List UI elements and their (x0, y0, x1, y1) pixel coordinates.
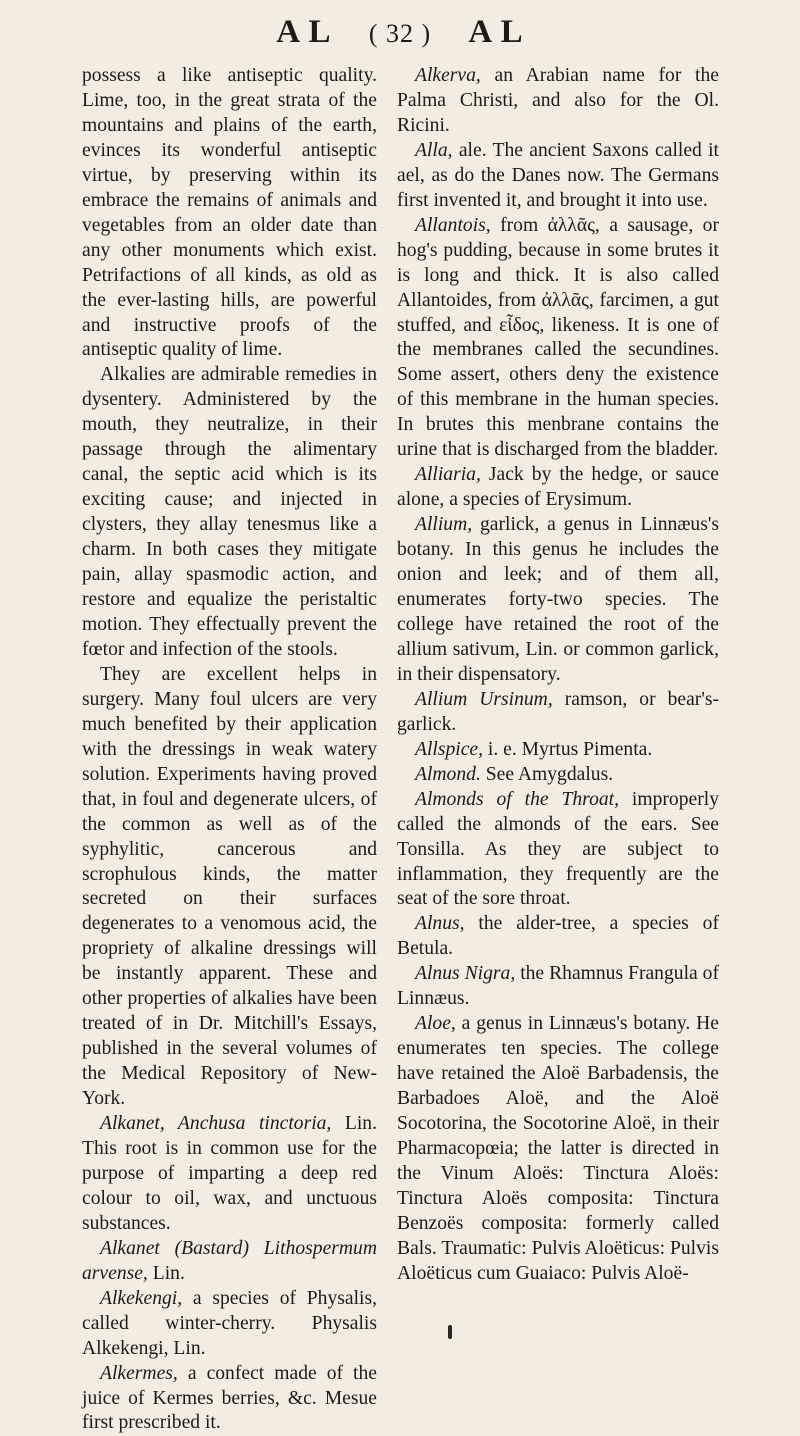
entry-term: Aloe, (415, 1013, 456, 1035)
entry-term: Alkermes, (100, 1362, 178, 1384)
entry-definition: Jack by the hedge, or sauce alone, a species of Erysimum. (397, 464, 719, 511)
dictionary-entry (82, 1112, 377, 1237)
entry-definition: i. e. Myrtus Pimenta. (483, 738, 653, 760)
entry-term: Allantois, (415, 214, 491, 236)
entry-definition: an Arabian name for the Palma Christi, and also for the Ol. Ricini. (397, 65, 719, 136)
left-column (82, 64, 377, 1436)
entry-term: Almonds of the Throat, (415, 788, 620, 810)
dictionary-entry (397, 513, 719, 688)
page-number: ( 32 ) (368, 19, 432, 48)
dictionary-entry (82, 1362, 377, 1436)
entry-definition: a genus in Linnæus's botany. He enumerates ten species. The college have retained the Aloë Barbadensis, the Barbadoes Aloë, and the Aloë Socotorina, the Socotorine Aloë, in their Pharmacopœia; the latter is directed in the Vinum Aloës: Tinctura Aloës: Tinctura Aloës composita: Tinctura Benzoës composita: formerly called Bals. Traumatic: Pulvis Aloëticus: Pulvis Aloëticus cum Guaiaco: Pulvis Aloë- (397, 1013, 719, 1284)
entry-definition: See Amygdalus. (480, 763, 614, 785)
entry-term: Allium Ursinum, (415, 688, 553, 710)
entry-definition: improperly called the almonds of the ears. See Tonsilla. As they are subject to inflammation, they frequently are the seat of the sore throat. (397, 788, 719, 910)
entry-definition: ramson, or bear's-garlick. (397, 688, 719, 735)
dictionary-entry (397, 738, 719, 763)
entry-term: Alliaria, (415, 464, 481, 486)
entry-definition: from ἀλλᾶς, a sausage, or hog's pudding, because in some brutes it is long and thick. It is also called Allantoides, from ἀλλᾶς, farcimen, a gut stuffed, and εἶδος, likeness. It is one of the membranes called the secundines. Some assert, others deny the existence of this membrane in the human species. In brutes this menbrane contains the urine that is discharged from the bladder. (397, 214, 719, 461)
entry-term: Allium, (415, 514, 473, 536)
dictionary-entry (397, 214, 719, 464)
right-column (397, 64, 719, 1287)
entry-definition: Lin. This root is in common use for the purpose of imparting a deep red colour to oil, wax, and unctuous substances. (82, 1113, 377, 1234)
entry-definition: ale. The ancient Saxons called it ael, as do the Danes now. The Germans first invented it, and brought it into use. (397, 139, 719, 211)
entry-term: Alkanet, Anchusa tinctoria, (100, 1113, 332, 1135)
dictionary-entry (397, 1012, 719, 1286)
dictionary-entry (397, 912, 719, 962)
paragraph: They are excellent helps in surgery. Many foul ulcers are very much benefited by their application with the dressings in weak watery solution. Experiments having proved that, in foul and degenerate ulcers, of the common as well as of the syphylitic, cancerous and scrophulous kinds, the matter secreted on their surfaces degenerates to a venomous acid, the propriety of alkaline dressings will be instantly apparent. These and other properties of alkalies have been treated of in Dr. Mitchill's Essays, published in the several volumes of the Medical Repository of New-York. (82, 663, 377, 1110)
paragraph: Alkalies are admirable remedies in dysentery. Administered by the mouth, they neutralize, in their passage through the alimentary canal, the septic acid which is its exciting cause; and injected in clysters, they allay tenesmus like a charm. In both cases they mitigate pain, allay spasmodic action, and restore and equalize the peristaltic motion. They effectually prevent the fœtor and infection of the stools. (82, 364, 377, 660)
header-right: A L (468, 14, 524, 50)
entry-term: Allspice, (415, 738, 484, 760)
entry-term: Alkanet (Bastard) Lithospermum arvense, (82, 1237, 377, 1284)
dictionary-entry (397, 962, 719, 1012)
entry-definition: the Rhamnus Frangula of Linnæus. (397, 963, 719, 1010)
entry-term: Alla, (415, 139, 453, 161)
dictionary-entry (397, 463, 719, 513)
entry-definition: a species of Physalis, called winter-cherry. Physalis Alkekengi, Lin. (82, 1287, 377, 1359)
dictionary-entry (82, 1287, 377, 1362)
entry-term: Alnus, (415, 913, 465, 935)
entry-term: Alkerva, (415, 65, 481, 86)
entry-term: Almond. (415, 763, 481, 785)
entry-definition: Lin. (147, 1262, 185, 1284)
running-header (0, 14, 800, 51)
dictionary-entry (397, 763, 719, 788)
printer-mark (448, 1325, 452, 1339)
dictionary-entry (397, 688, 719, 738)
entry-definition: a confect made of the juice of Kermes berries, &c. Mesue first prescribed it. (82, 1362, 377, 1434)
entry-term: Alnus Nigra, (415, 963, 516, 985)
dictionary-entry (397, 64, 719, 139)
entry-definition: garlick, a genus in Linnæus's botany. In this genus he includes the onion and leek; and of them all, enumerates forty-two species. The college have retained the root of the allium sativum, Lin. or common garlick, in their dispensatory. (397, 514, 719, 685)
dictionary-entry (397, 139, 719, 214)
entry-definition: the alder-tree, a species of Betula. (397, 913, 719, 960)
header-left: A L (276, 14, 332, 50)
dictionary-entry (397, 788, 719, 913)
paragraph: possess a like antiseptic quality. Lime, too, in the great strata of the mountains and plains of the earth, evinces its wonderful antiseptic virtue, by preserving within its embrace the remains of animals and vegetables from an older date than any other monuments which exist. Petrifactions of all kinds, as old as the ever-lasting hills, are powerful and instructive proofs of the antiseptic quality of lime. (82, 65, 377, 361)
entry-term: Alkekengi, (100, 1287, 183, 1309)
dictionary-entry (82, 1237, 377, 1287)
